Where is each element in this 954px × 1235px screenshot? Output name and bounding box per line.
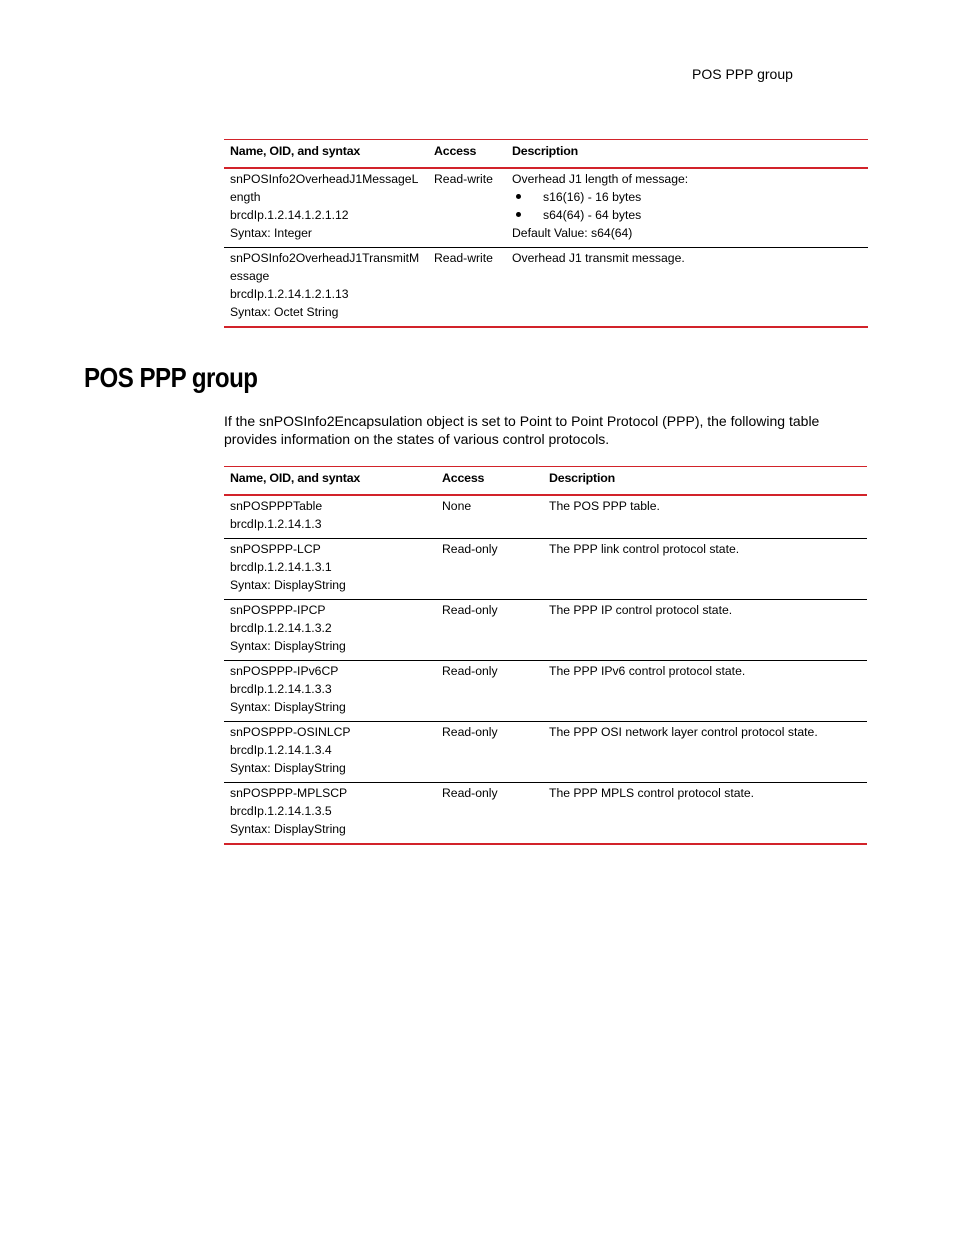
object-syntax: Syntax: DisplayString	[230, 700, 346, 714]
intro-line: provides information on the states of various control protocols.	[224, 431, 610, 447]
description-cell	[543, 600, 867, 661]
object-name-cell	[224, 661, 436, 722]
table-row	[224, 248, 868, 328]
description-cell	[506, 168, 868, 248]
object-syntax: Syntax: Integer	[230, 226, 312, 240]
access-value: Read-only	[442, 542, 498, 556]
access-value: Read-only	[442, 725, 498, 739]
object-name-cell	[224, 168, 428, 248]
access-cell	[436, 539, 543, 600]
access-value: Read-only	[442, 603, 498, 617]
table-row	[224, 168, 868, 248]
section-heading: POS PPP group	[84, 362, 258, 393]
object-oid: brcdIp.1.2.14.1.2.1.12	[230, 208, 349, 222]
table-row	[224, 783, 867, 845]
access-cell	[436, 495, 543, 539]
intro-paragraph	[224, 412, 864, 448]
object-name-cell	[224, 722, 436, 783]
description-cell	[506, 248, 868, 328]
table-header-row	[224, 140, 868, 169]
object-name: snPOSPPP-MPLSCP	[230, 786, 348, 800]
object-name-cell	[224, 783, 436, 845]
column-header-name: Name, OID, and syntax	[224, 467, 436, 496]
description-cell	[543, 539, 867, 600]
description-text: Overhead J1 transmit message.	[512, 251, 685, 265]
access-value: Read-write	[434, 251, 493, 265]
description-text: The PPP IP control protocol state.	[549, 603, 733, 617]
object-syntax: Syntax: DisplayString	[230, 639, 346, 653]
object-syntax: Syntax: Octet String	[230, 305, 339, 319]
access-value: Read-write	[434, 172, 493, 186]
table-row	[224, 539, 867, 600]
object-name-cell	[224, 248, 428, 328]
intro-line: If the snPOSInfo2Encapsulation object is set to Point to Point Protocol (PPP), the following table	[224, 413, 820, 429]
table-row	[224, 495, 867, 539]
object-syntax: Syntax: DisplayString	[230, 761, 346, 775]
column-header-name: Name, OID, and syntax	[224, 140, 428, 169]
description-cell	[543, 722, 867, 783]
object-oid: brcdIp.1.2.14.1.3	[230, 517, 322, 531]
object-name-cell	[224, 495, 436, 539]
description-cell	[543, 783, 867, 845]
description-cell	[543, 661, 867, 722]
object-oid: brcdIp.1.2.14.1.3.1	[230, 560, 332, 574]
object-name: snPOSPPPTable	[230, 499, 323, 513]
column-header-access: Access	[436, 467, 543, 496]
access-value: Read-only	[442, 664, 498, 678]
object-syntax: Syntax: DisplayString	[230, 822, 346, 836]
access-cell	[436, 661, 543, 722]
object-name-continued: essage	[230, 269, 270, 283]
access-cell	[436, 783, 543, 845]
object-oid: brcdIp.1.2.14.1.3.3	[230, 682, 332, 696]
description-text: The PPP OSI network layer control protocol state.	[549, 725, 818, 739]
mib-table-pos-ppp	[224, 466, 867, 845]
object-oid: brcdIp.1.2.14.1.3.4	[230, 743, 332, 757]
bullet-item: s64(64) - 64 bytes	[512, 206, 862, 224]
object-name: snPOSInfo2OverheadJ1TransmitM	[230, 251, 420, 265]
mib-table-pos-info2	[224, 139, 868, 328]
table-row	[224, 600, 867, 661]
object-name-cell	[224, 539, 436, 600]
description-text: The PPP MPLS control protocol state.	[549, 786, 755, 800]
description-text: The PPP IPv6 control protocol state.	[549, 664, 746, 678]
object-oid: brcdIp.1.2.14.1.3.5	[230, 804, 332, 818]
running-header: POS PPP group	[692, 66, 793, 82]
access-cell	[436, 722, 543, 783]
table-row	[224, 722, 867, 783]
object-name: snPOSPPP-IPCP	[230, 603, 326, 617]
description-text: The PPP link control protocol state.	[549, 542, 740, 556]
description-text: The POS PPP table.	[549, 499, 660, 513]
access-value: Read-only	[442, 786, 498, 800]
access-cell	[428, 248, 506, 328]
bullet-item: s16(16) - 16 bytes	[512, 188, 862, 206]
description-cell	[543, 495, 867, 539]
object-name: snPOSInfo2OverheadJ1MessageL	[230, 172, 419, 186]
table-row	[224, 661, 867, 722]
object-name: snPOSPPP-LCP	[230, 542, 321, 556]
object-oid: brcdIp.1.2.14.1.2.1.13	[230, 287, 349, 301]
column-header-description: Description	[506, 140, 868, 169]
description-text: Overhead J1 length of message:	[512, 172, 689, 186]
table-header-row	[224, 467, 867, 496]
object-oid: brcdIp.1.2.14.1.3.2	[230, 621, 332, 635]
object-syntax: Syntax: DisplayString	[230, 578, 346, 592]
access-cell	[428, 168, 506, 248]
object-name: snPOSPPP-IPv6CP	[230, 664, 339, 678]
default-value: Default Value: s64(64)	[512, 226, 633, 240]
object-name: snPOSPPP-OSINLCP	[230, 725, 351, 739]
object-name-cell	[224, 600, 436, 661]
access-value: None	[442, 499, 472, 513]
access-cell	[436, 600, 543, 661]
column-header-description: Description	[543, 467, 867, 496]
object-name-continued: ength	[230, 190, 261, 204]
column-header-access: Access	[428, 140, 506, 169]
